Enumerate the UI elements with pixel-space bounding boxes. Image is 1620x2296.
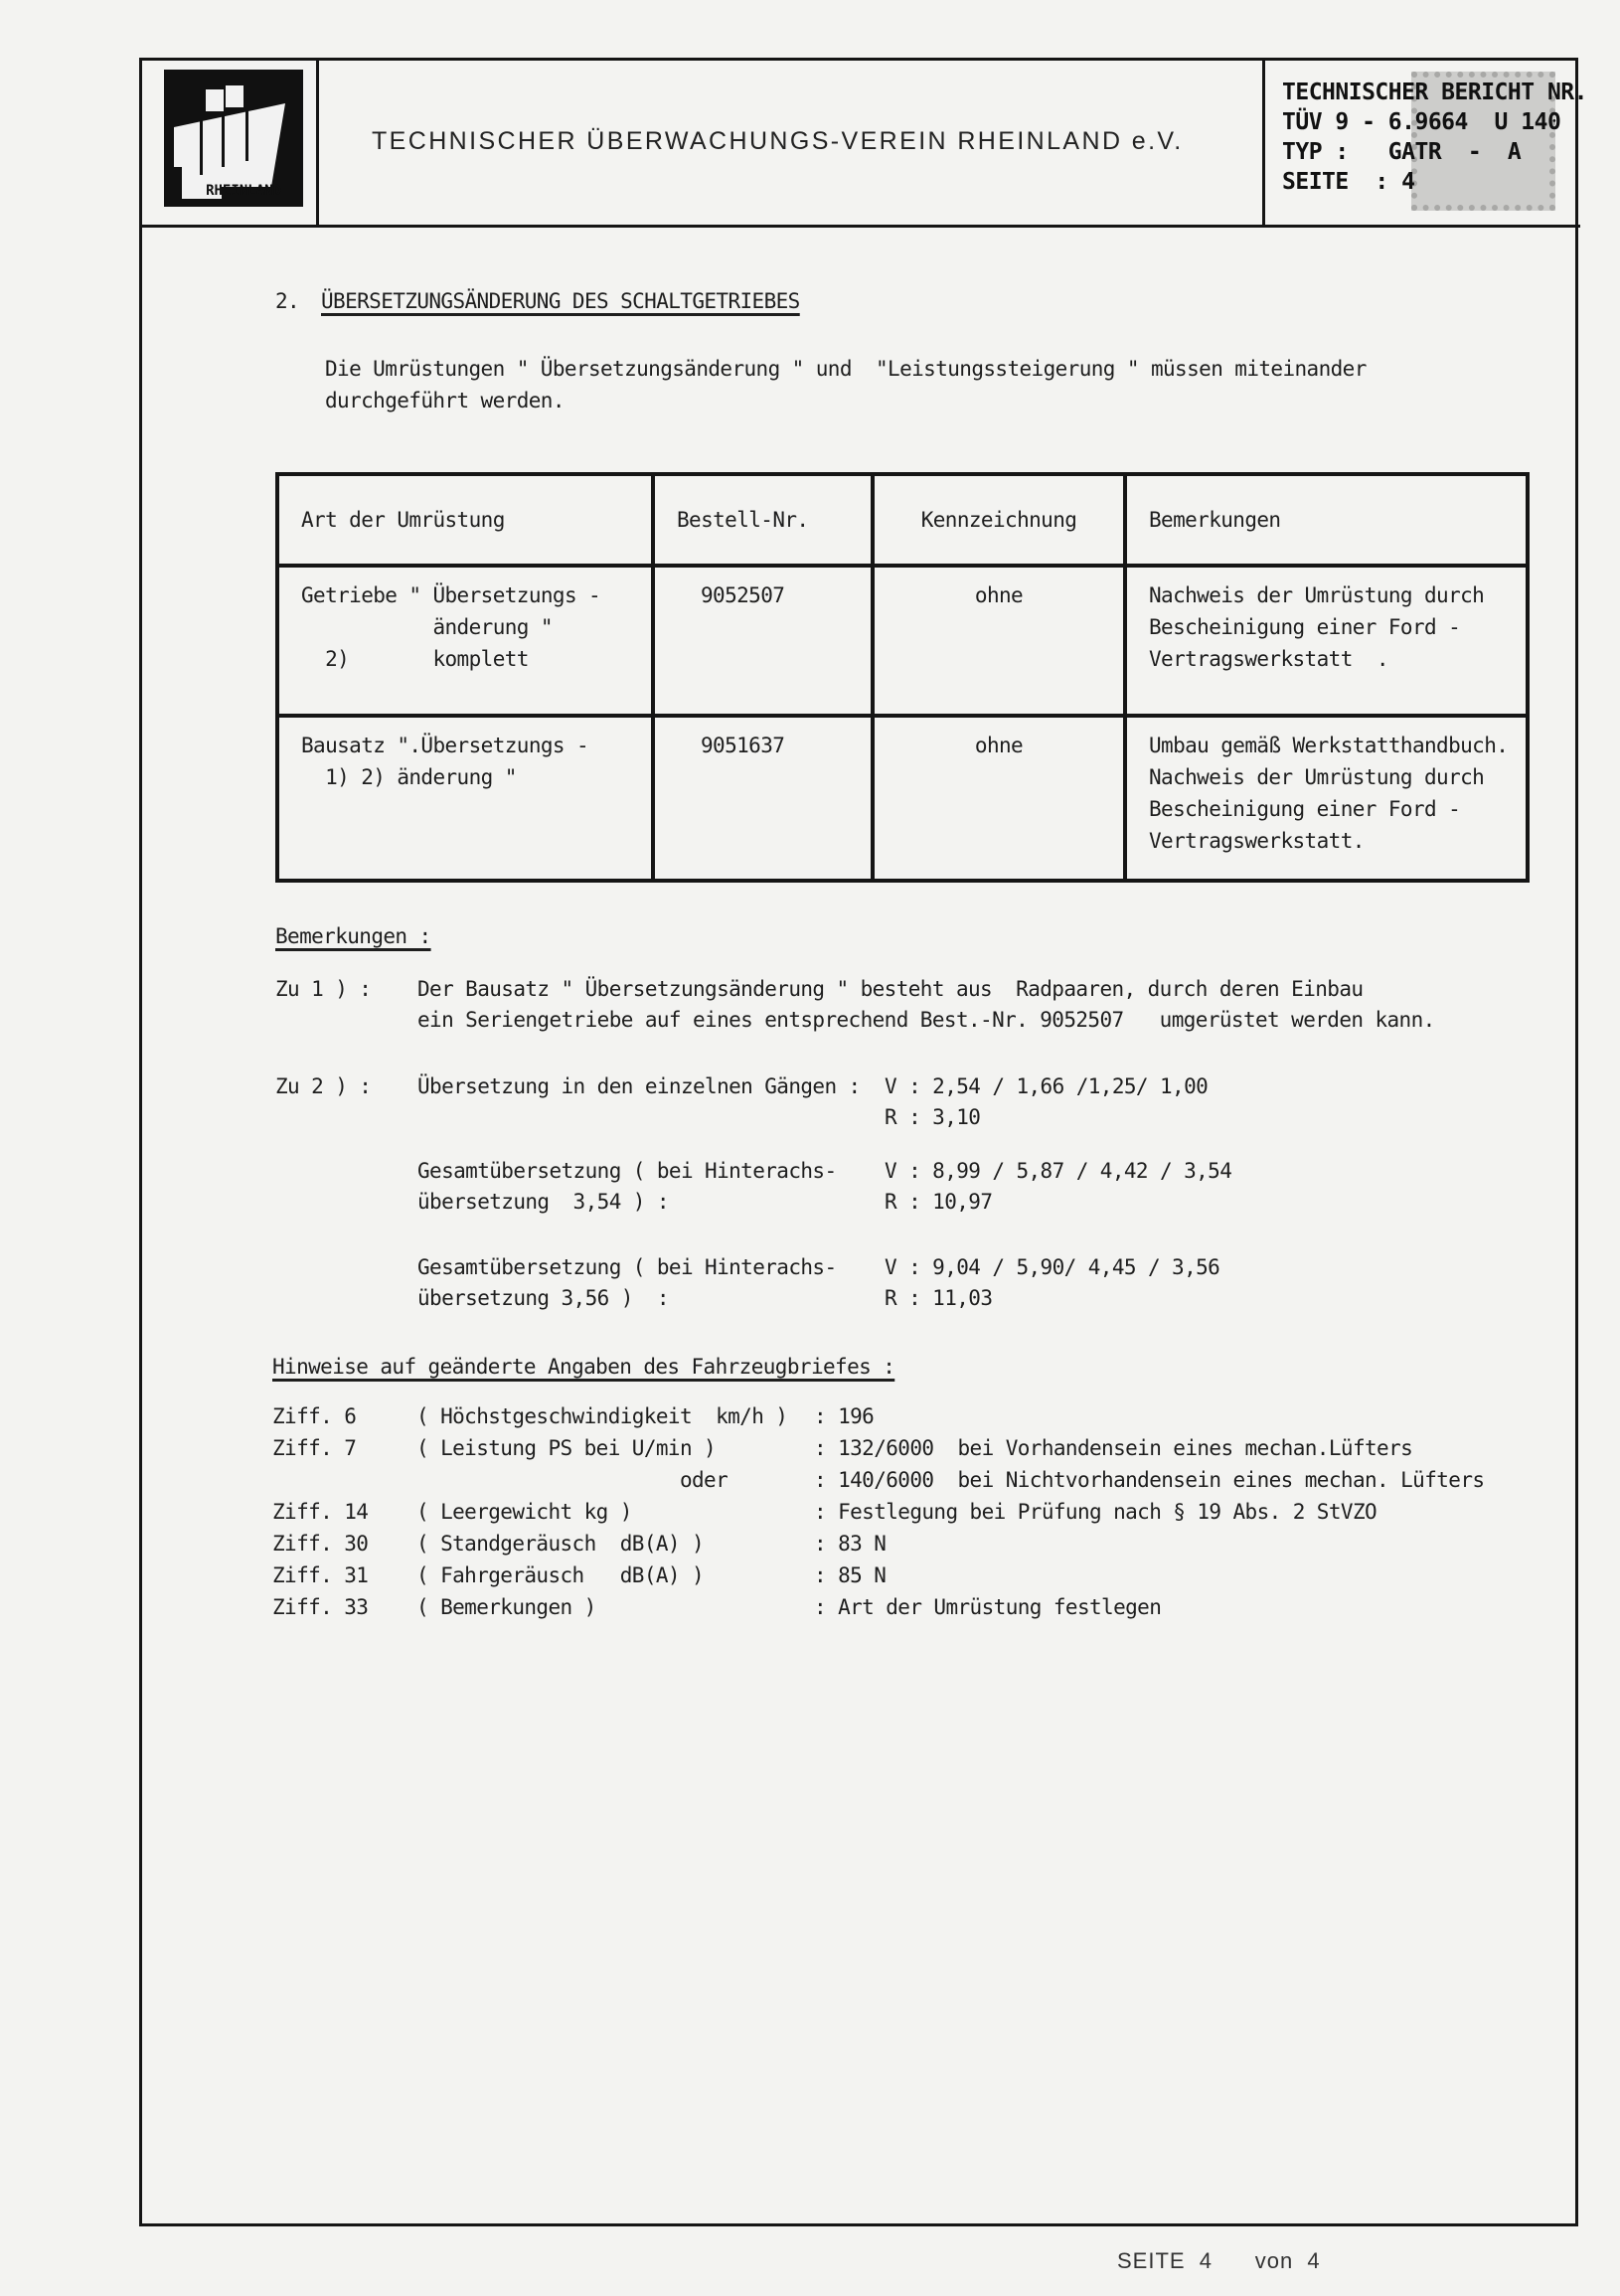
header-divider — [139, 225, 1580, 228]
note-value: : 83 N — [814, 1532, 887, 1556]
col-header-art: Art der Umrüstung — [277, 474, 653, 566]
section-intro-line2: durchgeführt werden. — [325, 389, 565, 412]
note-desc: ( Fahrgeräusch dB(A) ) — [416, 1563, 705, 1587]
note-value: : Festlegung bei Prüfung nach § 19 Abs. 2 StVZO — [814, 1500, 1377, 1524]
col-header-bemerkungen: Bemerkungen — [1125, 474, 1528, 566]
note-value: : 132/6000 bei Vorhandensein eines mechan.Lüfters — [814, 1436, 1413, 1460]
section-intro-line1: Die Umrüstungen " Übersetzungsänderung " und "Leistungssteigerung " müssen miteinander — [325, 357, 1367, 381]
remark-2-label: Zu 2 ) : — [275, 1074, 372, 1098]
note-ziff: Ziff. 33 — [272, 1595, 369, 1619]
note-value: : Art der Umrüstung festlegen — [814, 1595, 1162, 1619]
note-desc: ( Bemerkungen ) — [416, 1595, 596, 1619]
vehicle-notes-heading: Hinweise auf geänderte Angaben des Fahrzeugbriefes : — [272, 1355, 895, 1379]
cell-bestell-nr: 9052507 — [653, 566, 873, 716]
tuv-rheinland-logo — [164, 70, 303, 207]
section-number: 2. — [275, 289, 300, 313]
gear-ratio-values: V : 2,54 / 1,66 /1,25/ 1,00 R : 3,10 — [885, 1074, 1209, 1129]
note-ziff: Ziff. 6 — [272, 1404, 357, 1428]
note-ziff: Ziff. 14 — [272, 1500, 369, 1524]
note-value: : 140/6000 bei Nichtvorhandensein eines mechan. Lüfters — [814, 1468, 1485, 1492]
note-value: : 85 N — [814, 1563, 887, 1587]
remark-1-label: Zu 1 ) : — [275, 977, 372, 1001]
header-logo-cell-divider — [316, 58, 319, 227]
cell-bestell-nr: 9051637 — [653, 716, 873, 881]
note-ziff: Ziff. 31 — [272, 1563, 369, 1587]
report-number: TÜV 9 - 6.9664 U 140 — [1282, 109, 1561, 135]
header-info-cell-divider — [1262, 58, 1265, 227]
cell-bemerkungen: Nachweis der Umrüstung durch Bescheinigung einer Ford - Vertragswerkstatt . — [1125, 566, 1528, 716]
section-heading: ÜBERSETZUNGSÄNDERUNG DES SCHALTGETRIEBES — [321, 289, 800, 313]
tuv-logo-icon — [164, 70, 303, 207]
col-header-kennzeichnung: Kennzeichnung — [873, 474, 1125, 566]
note-desc: ( Leergewicht kg ) — [416, 1500, 632, 1524]
gear-ratio-label: Übersetzung in den einzelnen Gängen : — [417, 1074, 861, 1098]
note-desc: ( Höchstgeschwindigkeit km/h ) — [416, 1404, 788, 1428]
total-ratio-356-label: Gesamtübersetzung ( bei Hinterachs- übersetzung 3,56 ) : — [417, 1255, 837, 1310]
total-ratio-356-values: V : 9,04 / 5,90/ 4,45 / 3,56 R : 11,03 — [885, 1255, 1220, 1310]
note-desc: ( Leistung PS bei U/min ) — [416, 1436, 717, 1460]
cell-art: Getriebe " Übersetzungs - änderung " 2) komplett — [277, 566, 653, 716]
svg-text:RHEINLAND: RHEINLAND — [206, 183, 281, 199]
cell-kennzeichnung: ohne — [873, 716, 1125, 881]
total-ratio-354-label: Gesamtübersetzung ( bei Hinterachs- übersetzung 3,54 ) : — [417, 1159, 837, 1214]
report-label: TECHNISCHER BERICHT NR. — [1282, 80, 1587, 105]
note-desc: oder — [416, 1468, 729, 1492]
note-ziff: Ziff. 7 — [272, 1436, 357, 1460]
remark-1-text: Der Bausatz " Übersetzungsänderung " besteht aus Radpaaren, durch deren Einbau ein Seriengetriebe auf eines entsprechend Best.-Nr. 9052507 umgerüstet werden kann. — [417, 977, 1435, 1032]
conversion-table — [275, 472, 1530, 883]
organization-title: TECHNISCHER ÜBERWACHUNGS-VEREIN RHEINLAND e.V. — [372, 127, 1184, 155]
col-header-bestell-nr: Bestell-Nr. — [653, 474, 873, 566]
note-value: : 196 — [814, 1404, 875, 1428]
report-info — [1282, 78, 1587, 197]
cell-kennzeichnung: ohne — [873, 566, 1125, 716]
note-ziff: Ziff. 30 — [272, 1532, 369, 1556]
cell-art: Bausatz ".Übersetzungs - 1) 2) änderung " — [277, 716, 653, 881]
total-ratio-354-values: V : 8,99 / 5,87 / 4,42 / 3,54 R : 10,97 — [885, 1159, 1232, 1214]
table-row — [277, 716, 1528, 881]
page-footer: SEITE 4 von 4 — [1117, 2248, 1321, 2273]
table-header-row — [277, 474, 1528, 566]
report-page: SEITE : 4 — [1282, 169, 1415, 195]
remarks-heading: Bemerkungen : — [275, 924, 431, 948]
report-type: TYP : GATR - A — [1282, 139, 1522, 165]
table-row — [277, 566, 1528, 716]
cell-bemerkungen: Umbau gemäß Werkstatthandbuch. Nachweis der Umrüstung durch Bescheinigung einer Ford - Vertragswerkstatt. — [1125, 716, 1528, 881]
note-desc: ( Standgeräusch dB(A) ) — [416, 1532, 705, 1556]
